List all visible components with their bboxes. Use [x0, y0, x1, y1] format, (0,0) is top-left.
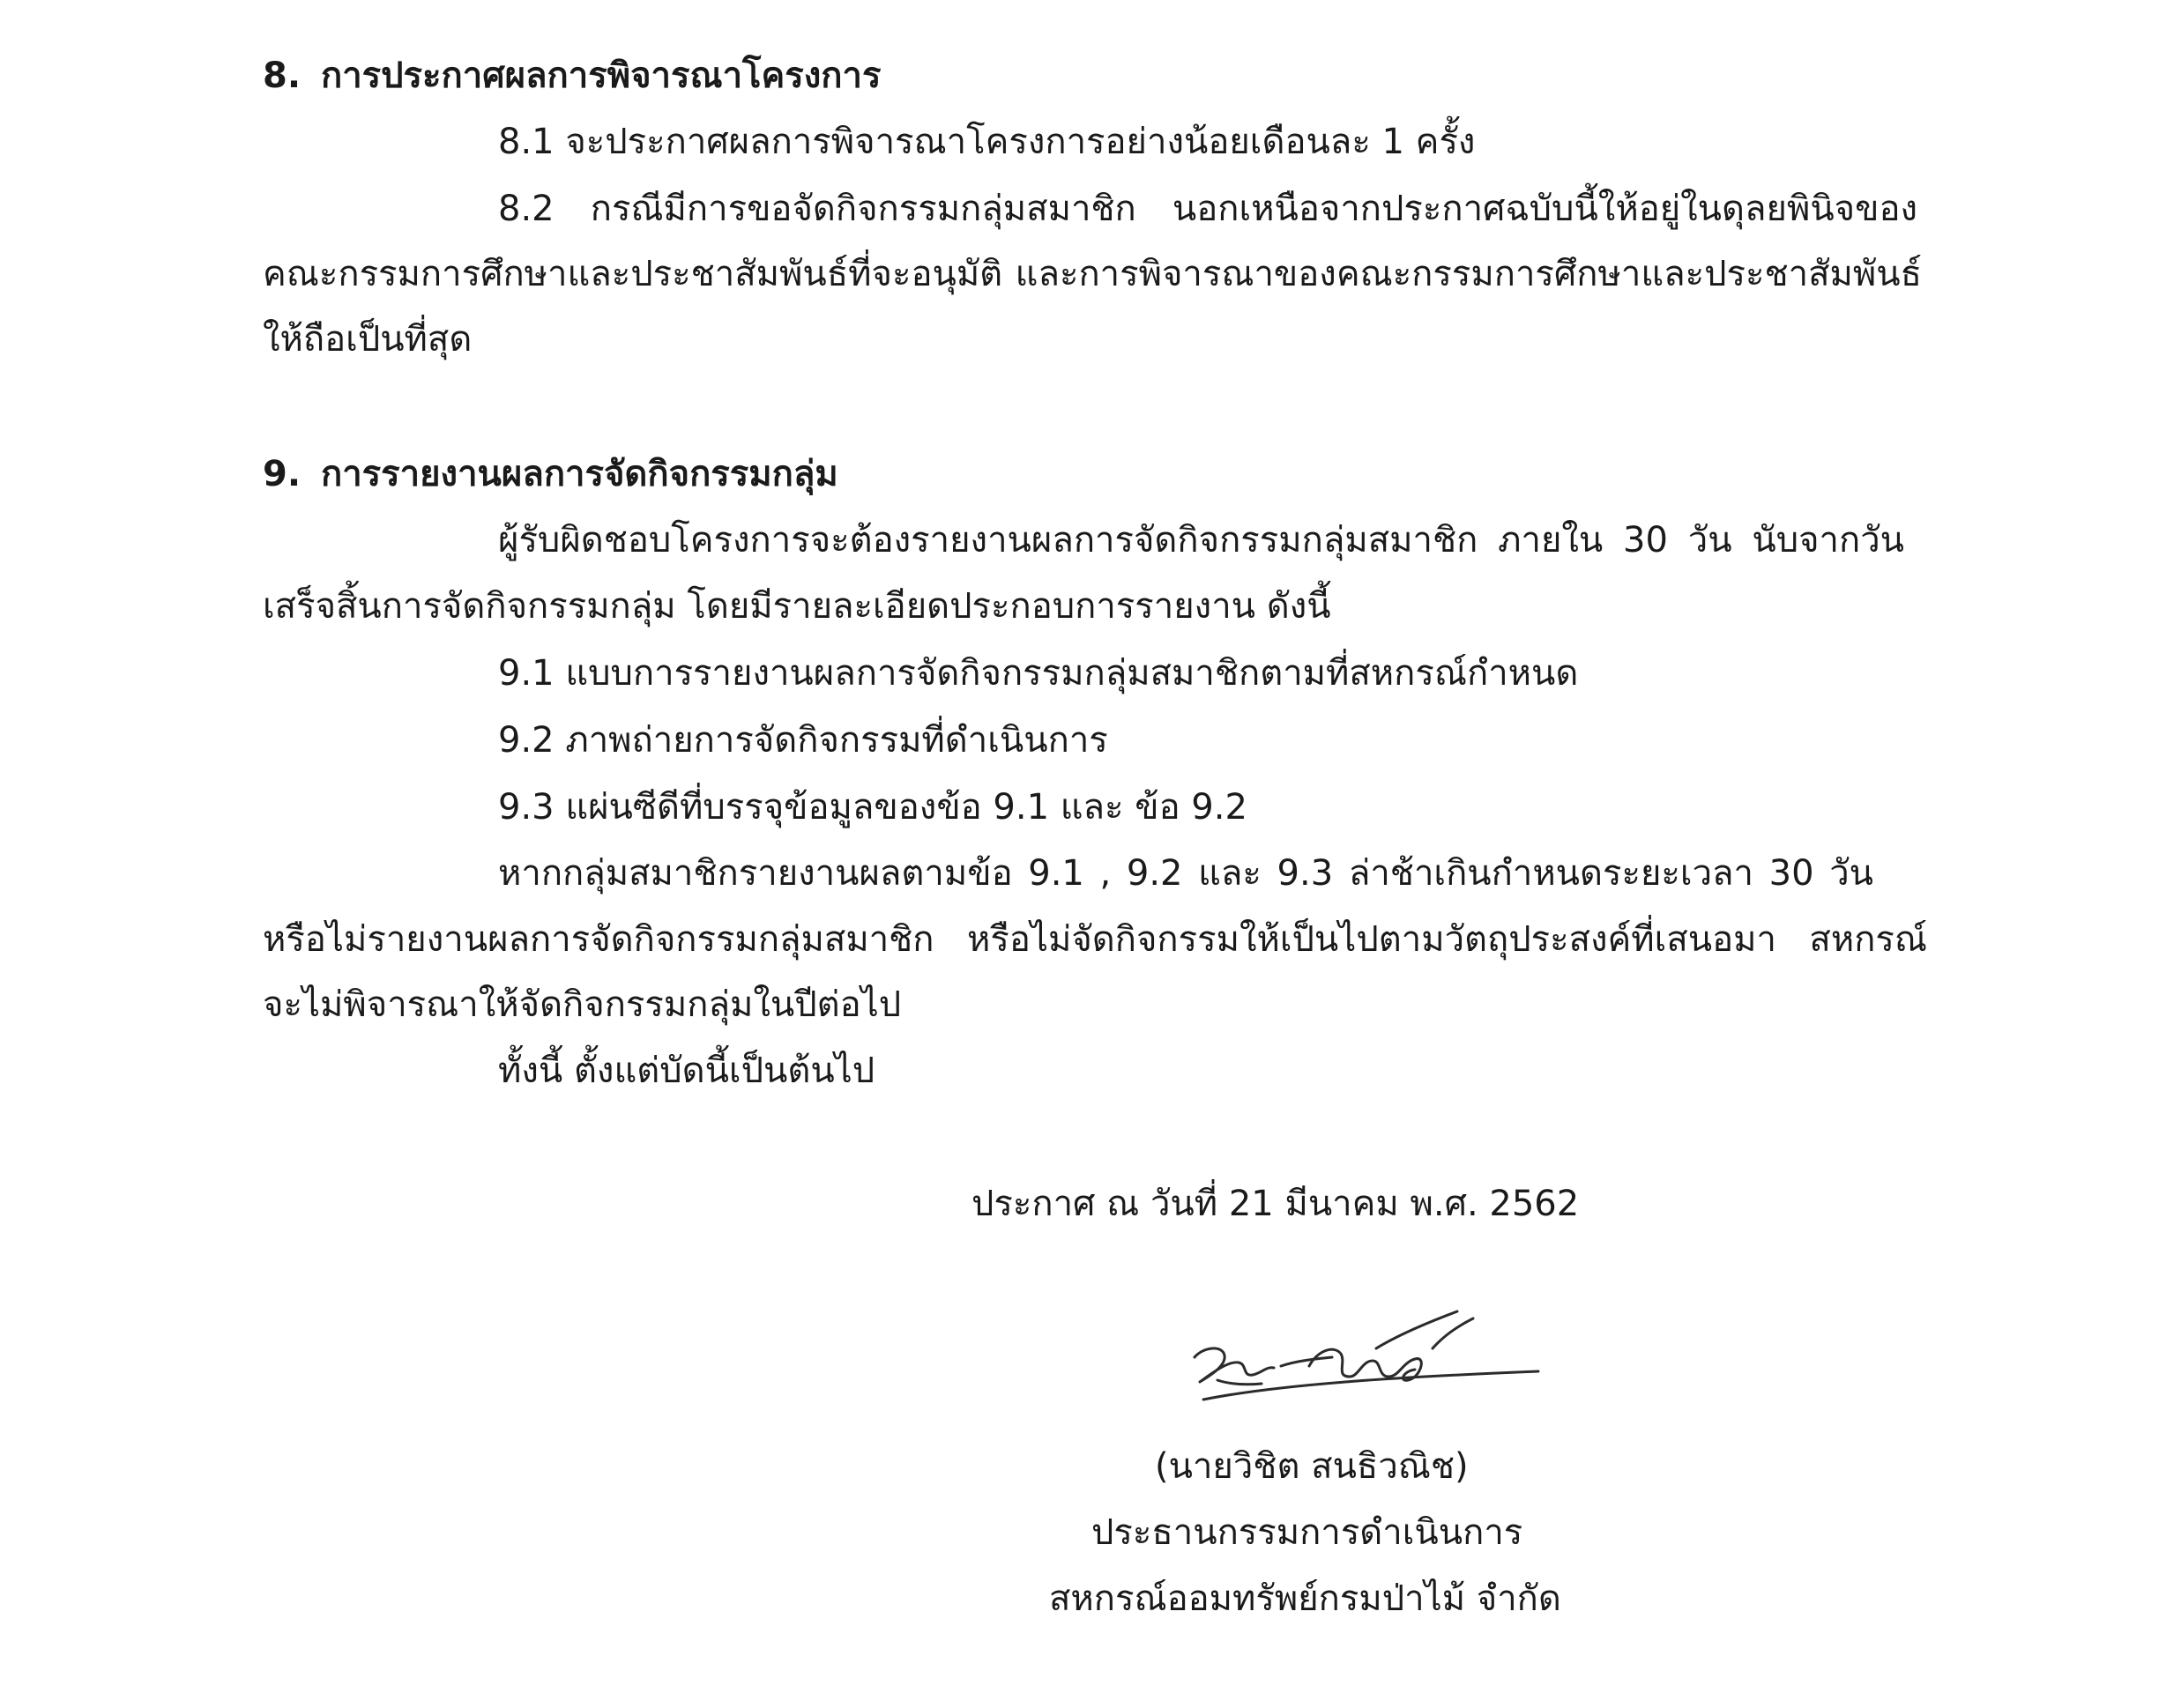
announcement-date: ประกาศ ณ วันที่ 21 มีนาคม พ.ศ. 2562 — [971, 1184, 1580, 1224]
section-8-number: 8. — [263, 56, 301, 96]
section-8-item-2-line-2: คณะกรรมการศึกษาและประชาสัมพันธ์ที่จะอนุมัติ และการพิจารณาของคณะกรรมการศึกษาและประชาสัมพันธ์ — [263, 254, 1922, 294]
section-9-heading — [263, 449, 838, 499]
section-9-note-line-2: หรือไม่รายงานผลการจัดกิจกรรมกลุ่มสมาชิก หรือไม่จัดกิจกรรมให้เป็นไปตามวัตถุประสงค์ที่เสนอมา สหกรณ์ — [263, 919, 1927, 960]
section-9-item-1: 9.1 แบบการรายงานผลการจัดกิจกรรมกลุ่มสมาชิกตามที่สหกรณ์กำหนด — [498, 653, 1579, 694]
closing-statement: ทั้งนี้ ตั้งแต่บัดนี้เป็นต้นไป — [498, 1051, 875, 1091]
section-8-item-2-line-1: 8.2 กรณีมีการขอจัดกิจกรรมกลุ่มสมาชิก นอกเหนือจากประกาศฉบับนี้ให้อยู่ในดุลยพินิจของ — [498, 189, 1917, 229]
section-8-title: การประกาศผลการพิจารณาโครงการ — [321, 56, 882, 96]
signatory-position: ประธานกรรมการดำเนินการ — [1091, 1512, 1523, 1553]
section-8-item-1: 8.1 จะประกาศผลการพิจารณาโครงการอย่างน้อยเดือนละ 1 ครั้ง — [498, 122, 1476, 162]
section-8-item-2-line-3: ให้ถือเป็นที่สุด — [263, 319, 473, 360]
section-9-item-3: 9.3 แผ่นซีดีที่บรรจุข้อมูลของข้อ 9.1 และ ข้อ 9.2 — [498, 787, 1247, 828]
section-9-intro-line-2: เสร็จสิ้นการจัดกิจกรรมกลุ่ม โดยมีรายละเอียดประกอบการรายงาน ดังนี้ — [263, 586, 1331, 627]
signatory-organization: สหกรณ์ออมทรัพย์กรมป่าไม้ จำกัด — [1049, 1578, 1561, 1619]
section-9-title: การรายงานผลการจัดกิจกรรมกลุ่ม — [321, 454, 838, 494]
handwritten-signature — [1177, 1296, 1547, 1419]
section-9-intro-line-1: ผู้รับผิดชอบโครงการจะต้องรายงานผลการจัดกิจกรรมกลุ่มสมาชิก ภายใน 30 วัน นับจากวัน — [498, 520, 1904, 561]
section-9-note-line-1: หากกลุ่มสมาชิกรายงานผลตามข้อ 9.1 , 9.2 และ 9.3 ล่าช้าเกินกำหนดระยะเวลา 30 วัน — [498, 853, 1873, 894]
section-8-heading — [263, 51, 881, 100]
signatory-name: (นายวิชิต สนธิวณิช) — [1155, 1446, 1469, 1487]
section-9-note-line-3: จะไม่พิจารณาให้จัดกิจกรรมกลุ่มในปีต่อไป — [263, 984, 902, 1025]
section-9-number: 9. — [263, 454, 301, 494]
section-9-item-2: 9.2 ภาพถ่ายการจัดกิจกรรมที่ดำเนินการ — [498, 720, 1108, 761]
